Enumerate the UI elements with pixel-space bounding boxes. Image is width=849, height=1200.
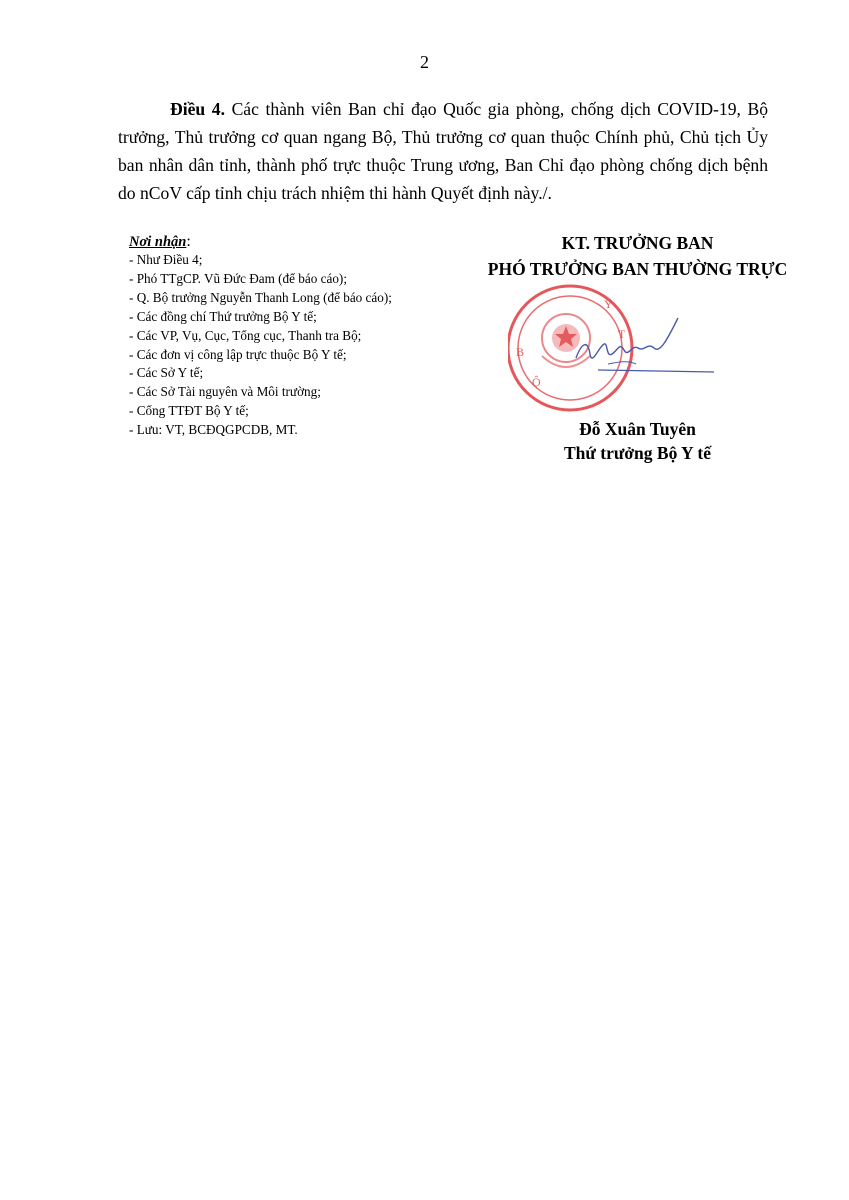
recipient-item: - Các đơn vị công lập trực thuộc Bộ Y tế; (129, 346, 347, 362)
recipient-item: - Các Sở Y tế; (129, 365, 204, 381)
recipients-title: Nơi nhận (129, 234, 187, 250)
stamp-letter: B (516, 345, 525, 359)
recipient-item: - Lưu: VT, BCĐQGPCDB, MT. (129, 422, 298, 438)
recipients-list (129, 251, 469, 440)
recipients-block (129, 233, 469, 440)
signature-title-block (450, 230, 825, 282)
signature-title-line1: KT. TRƯỞNG BAN (561, 233, 714, 253)
recipient-item: - Các đồng chí Thứ trưởng Bộ Y tế; (129, 308, 317, 324)
recipient-item: - Cổng TTĐT Bộ Y tế; (129, 403, 249, 419)
page-number: 2 (420, 52, 429, 72)
recipient-item: - Q. Bộ trưởng Nguyễn Thanh Long (để báo cáo); (129, 289, 392, 305)
article-4 (118, 95, 768, 207)
article-text: Các thành viên Ban chỉ đạo Quốc gia phòng, chống dịch COVID-19, Bộ trưởng, Thủ trưởng cơ quan ngang Bộ, Thủ trưởng cơ quan thuộc Chính phủ, Chủ tịch Ủy ban nhân dân tỉnh, thành phố trực thuộc Trung ương, Ban Chỉ đạo phòng chống dịch bệnh do nCoV cấp tỉnh chịu trách nhiệm thi hành Quyết định này./. (118, 99, 769, 203)
signer-position: Thứ trưởng Bộ Y tế (563, 443, 712, 463)
signer-block (450, 417, 825, 465)
stamp-letter: Y (604, 297, 613, 311)
stamp-letter: Ộ (532, 375, 541, 389)
recipient-item: - Các Sở Tài nguyên và Môi trường; (129, 384, 321, 400)
recipients-heading (129, 233, 469, 251)
recipient-item: - Phó TTgCP. Vũ Đức Đam (để báo cáo); (129, 270, 347, 286)
signer-name: Đỗ Xuân Tuyên (579, 419, 696, 439)
recipient-item: - Các VP, Vụ, Cục, Tổng cục, Thanh tra Bộ; (129, 327, 362, 343)
recipients-colon: : (186, 233, 191, 250)
signature-title-line2: PHÓ TRƯỞNG BAN THƯỜNG TRỰC (487, 259, 788, 279)
official-stamp-icon (508, 278, 728, 418)
stamp-letter: T (618, 327, 626, 341)
recipient-item: - Như Điều 4; (129, 252, 203, 267)
article-label: Điều 4. (170, 99, 225, 119)
